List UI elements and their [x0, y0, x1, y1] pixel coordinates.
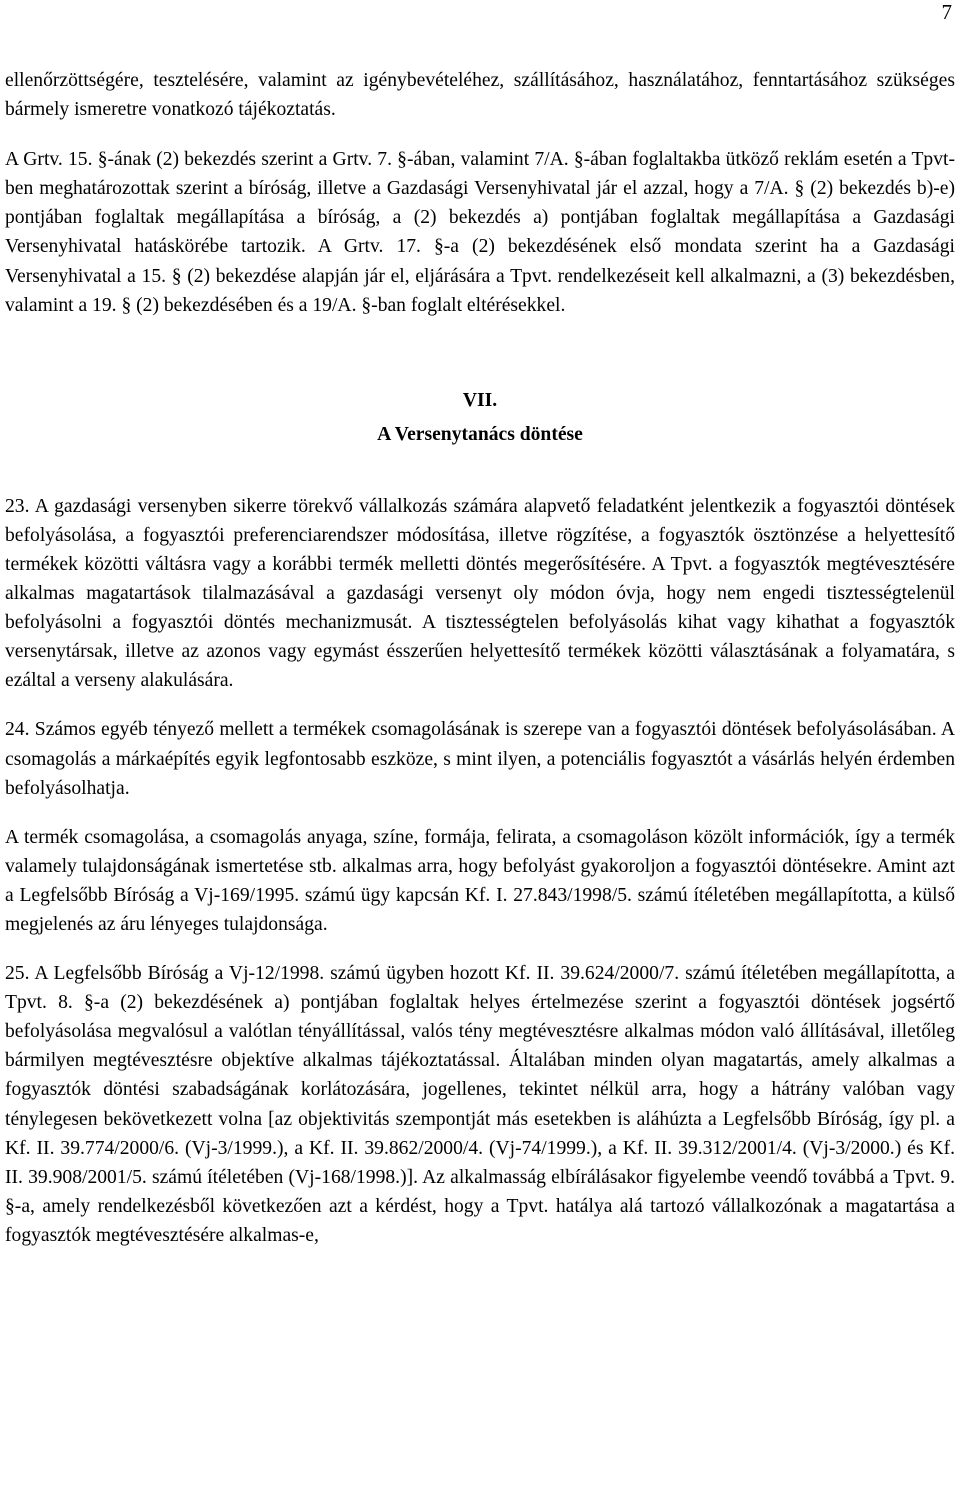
document-body: [5, 66, 955, 1250]
paragraph-24: 24. Számos egyéb tényező mellett a termékek csomagolásának is szerepe van a fogyasztói döntések befolyásolásában. A csomagolás a márkaépítés egyik legfontosabb eszköze, s mint ilyen, a potenciális fogyasztót a vásárlás helyén érdemben befolyásolhatja.: [5, 719, 955, 799]
paragraph-packaging: A termék csomagolása, a csomagolás anyaga, színe, formája, felirata, a csomagoláson közölt információk, így a termék valamely tulajdonságának ismertetése stb. alkalmas arra, hogy befolyást gyakoroljon a fogyasztói döntésekre. Amint azt a Legfelsőbb Bíróság a Vj-169/1995. számú ügy kapcsán Kf. I. 27.843/1998/5. számú ítéletében megállapította, a külső megjelenés az áru lényeges tulajdonsága.: [5, 826, 955, 935]
paragraph-intro-continuation: ellenőrzöttségére, tesztelésére, valamint az igénybevételéhez, szállításához, használatához, fenntartásához szükséges bármely ismeretre vonatkozó tájékoztatás.: [5, 70, 955, 121]
paragraph-23: 23. A gazdasági versenyben sikerre törekvő vállalkozás számára alapvető feladatként jelentkezik a fogyasztói döntések befolyásolása, a fogyasztói preferenciarendszer módosítása, illetve rögzítése, a fogyasztók ösztönzése a helyettesítő termékek közötti váltásra vagy a korábbi termék melletti döntés megerősítésére. A Tpvt. a fogyasztók megtévesztésére alkalmas magatartások tilalmazásával a gazdasági versenyt oly módon óvja, hogy nem engedi tisztességtelenül befolyásolni a fogyasztói döntés mechanizmusát. A tisztességtelen befolyásolás kihat vagy kihathat a fogyasztók versenytársak, illetve az azonos vagy egymást ésszerűen helyettesítő termékek közötti választásának a folyamatára, s ezáltal a verseny alakulására.: [5, 495, 955, 692]
section-number: VII.: [462, 389, 498, 411]
paragraph-25: 25. A Legfelsőbb Bíróság a Vj-12/1998. számú ügyben hozott Kf. II. 39.624/2000/7. számú ítéletében megállapította, a Tpvt. 8. §-a (2) bekezdésének a) pontjában foglaltak helyes értelmezése szerint a fogyasztói döntések jogsértő befolyásolása megvalósul a valótlan tényállítással, valós tény megtévesztésre alkalmas módon való állításával, illetőleg bármilyen megtévesztésre objektíve alkalmas tájékoztatással. Általában minden olyan magatartás, amely alkalmas a fogyasztók döntési szabadságának korlátozására, jogellenes, tekintet nélkül arra, hogy a hátrány valóban vagy ténylegesen bekövetkezett volna [az objektivitás szempontját más esetekben is aláhúzta a Legfelsőbb Bíróság, így pl. a Kf. II. 39.774/2000/6. (Vj-3/1999.), a Kf. II. 39.862/2000/4. (Vj-74/1999.), a Kf. II. 39.312/2001/4. (Vj-3/2000.) és Kf. II. 39.908/2001/5. számú ítéletében (Vj-168/1998.)]. Az alkalmasság elbírálásakor figyelembe veendő továbbá a Tpvt. 9. §-a, amely rendelkezésből következően azt a kérdést, hogy a Tpvt. hatálya alá tartozó vállalkozónak a magatartása a fogyasztók megtévesztésére alkalmas-e,: [5, 963, 955, 1246]
section-heading: [5, 384, 955, 452]
section-title: A Versenytanács döntése: [377, 423, 583, 445]
paragraph-grtv-15: A Grtv. 15. §-ának (2) bekezdés szerint a Grtv. 7. §-ában, valamint 7/A. §-ában foglaltakba ütköző reklám esetén a Tpvt-ben meghatározottak szerint a bíróság, illetve a Gazdasági Versenyhivatal jár el azzal, hogy a 7/A. § (2) bekezdés b)-e) pontjában foglaltak megállapítása a bíróság, a (2) bekezdés a) pontjában foglaltak megállapítása a Gazdasági Versenyhivatal hatáskörébe tartozik. A Grtv. 17. §-a (2) bekezdésének első mondata szerint ha a Gazdasági Versenyhivatal a 15. § (2) bekezdése alapján jár el, eljárására a Tpvt. rendelkezéseit kell alkalmazni, a (3) bekezdésben, valamint a 19. § (2) bekezdésében és a 19/A. §-ban foglalt eltérésekkel.: [5, 149, 955, 316]
page-number: 7: [941, 0, 952, 24]
